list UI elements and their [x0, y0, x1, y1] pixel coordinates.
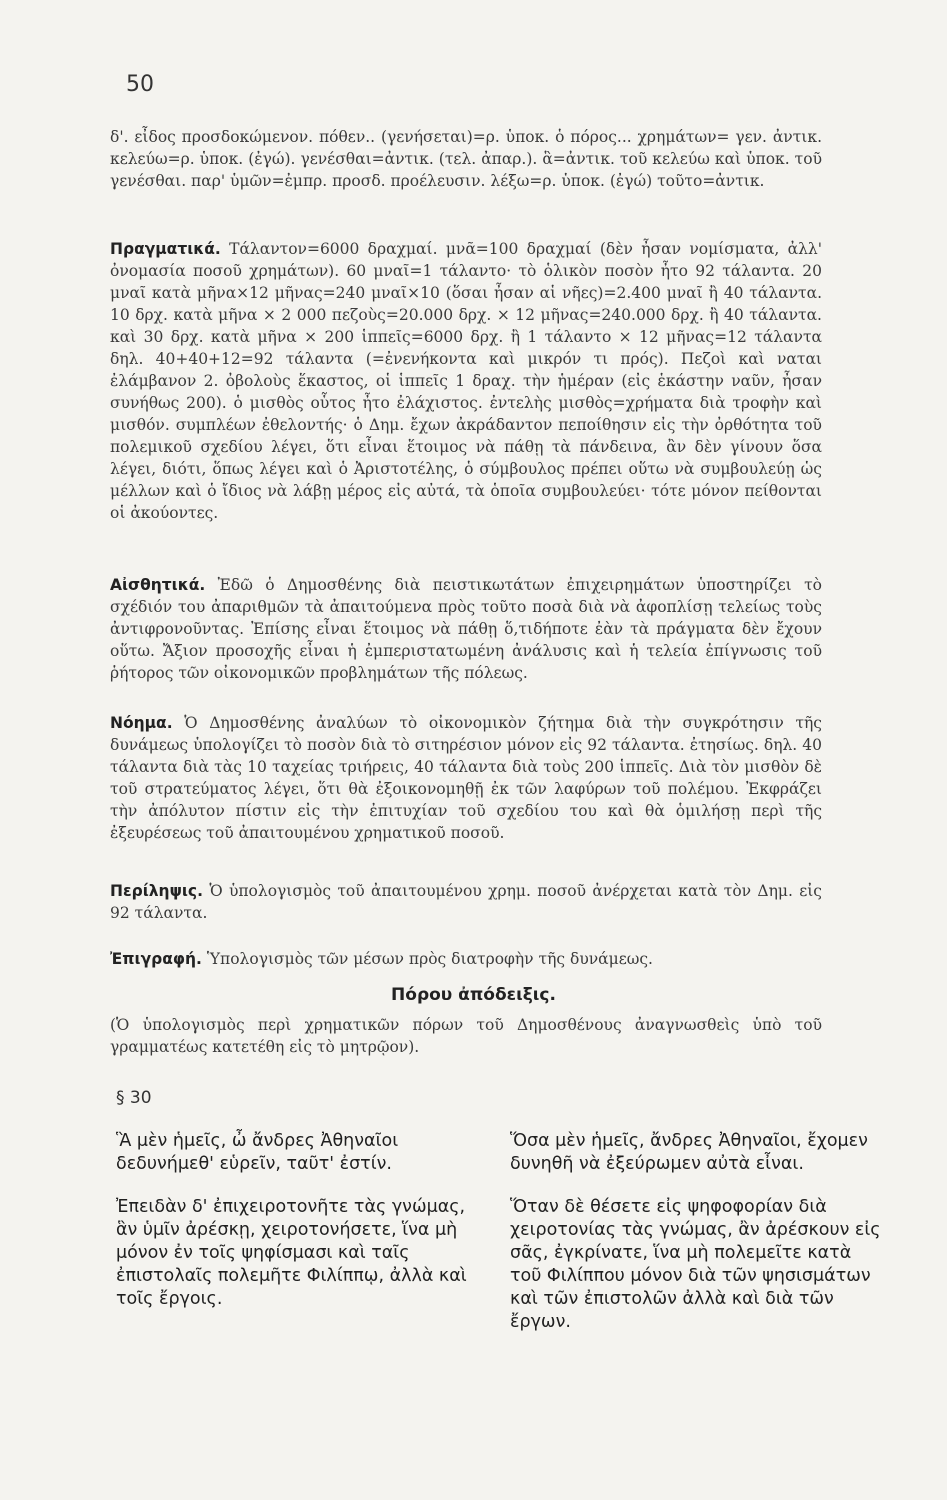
right-column-translation [510, 1130, 882, 1354]
section-text: Ὁ Δημοσθένης ἀναλύων τὸ οἰκονομικὸν ζήτημα διὰ τὴν συγκρότησιν τῆς δυνάμεως ὑπολογίζει τὸ ποσὸν διὰ τὸ σιτηρέσιον μόνον εἰς 92 τάλαντα. ἐτησίως. δηλ. 40 τάλαντα διὰ τὰς 10 ταχείας τριήρεις, 40 τάλαντα διὰ τοὺς 200 ἱππεῖς. Διὰ τὸν μισθὸν δὲ τοῦ στρατεύματος λέγει, ὅτι θὰ ἐξοικονομηθῇ ἐκ τῶν λαφύρων τοῦ πολέμου. Ἐκφράζει τὴν ἀπόλυτον πίστιν εἰς τὴν ἐπιτυχίαν τοῦ σχεδίου του καὶ θὰ ὁμιλήσῃ περὶ τῆς ἐξευρέσεως τοῦ ἀπαιτουμένου χρηματικοῦ ποσοῦ. [110, 714, 822, 842]
section-noima [110, 712, 822, 844]
section-mark: § 30 [116, 1088, 152, 1108]
center-heading: Πόρου ἀπόδειξις. [391, 985, 556, 1005]
section-text: Ὑπολογισμὸς τῶν μέσων πρὸς διατροφὴν τῆς δυνάμεως. [206, 950, 653, 968]
left-paragraph: Ἃ μὲν ἡμεῖς, ὦ ἄνδρες Ἀθηναῖοι δεδυνήμεθ' εὑρεῖν, ταῦτ' ἐστίν. [116, 1131, 399, 1174]
section-label: Νόημα. [110, 714, 173, 732]
section-label: Περίληψις. [110, 882, 203, 900]
section-label: Αἰσθητικά. [110, 576, 206, 594]
right-paragraph: Ὅσα μὲν ἡμεῖς, ἄνδρες Ἀθηναῖοι, ἔχομεν δυνηθῆ νὰ ἐξεύρωμεν αὐτὰ εἶναι. [510, 1131, 868, 1174]
section-label: Πραγματικά. [110, 240, 221, 258]
intro-paragraph: δ'. εἶδος προσδοκώμενον. πόθεν.. (γενήσεται)=ρ. ὑποκ. ὁ πόρος... χρημάτων= γεν. ἀντικ. κελεύω=ρ. ὑποκ. (ἐγώ). γενέσθαι=ἀντικ. (τελ. ἀπαρ.). ἃ=ἀντικ. τοῦ κελεύω καὶ ὑποκ. τοῦ γενέσθαι. παρ' ὑμῶν=ἐμπρ. προσδ. προέλευσιν. λέξω=ρ. ὑποκ. (ἐγώ) τοῦτο=ἀντικ. [110, 128, 822, 190]
section-text: Ἐδῶ ὁ Δημοσθένης διὰ πειστικωτάτων ἐπιχειρημάτων ὑποστηρίζει τὸ σχέδιόν του ἀπαριθμῶν τὰ ἀπαιτούμενα πρὸς τοῦτο ποσὰ διὰ νὰ ἀφοπλίσῃ τελείως τοὺς ἀντιφρονοῦντας. Ἐπίσης εἶναι ἕτοιμος νὰ πάθῃ ὅ,τιδήποτε ἐὰν τὰ πράγματα δὲν ἔχουν οὕτω. Ἄξιον προσοχῆς εἶναι ἡ ἐμπεριστατωμένη ἀνάλυσις καὶ ἡ τελεία ἐπίγνωσις τοῦ ῥήτορος τῶν οἰκονομικῶν προβλημάτων τῆς πόλεως. [110, 576, 822, 682]
page-number: 50 [126, 72, 154, 97]
right-paragraph: Ὅταν δὲ θέσετε εἰς ψηφοφορίαν διὰ χειροτονίας τὰς γνώμας, ἂν ἀρέσκουν εἰς σᾶς, ἐγκρίνατε, ἵνα μὴ πολεμεῖτε κατὰ τοῦ Φιλίππου μόνον διὰ τῶν ψησισμάτων καὶ τῶν ἐπιστολῶν ἀλλὰ καὶ διὰ τῶν ἔργων. [510, 1197, 881, 1332]
section-label: Ἐπιγραφή. [110, 950, 202, 968]
left-paragraph: Ἐπειδὰν δ' ἐπιχειροτονῆτε τὰς γνώμας, ἃν ὑμῖν ἀρέσκῃ, χειροτονήσετε, ἵνα μὴ μόνον ἐν τοῖς ψηφίσμασι καὶ ταῖς ἐπιστολαῖς πολεμῆτε Φιλίππῳ, ἀλλὰ καὶ τοῖς ἔργοις. [116, 1197, 467, 1309]
section-pragmatika [110, 238, 822, 524]
section-aisthitika [110, 574, 822, 684]
section-epigrafi [110, 948, 822, 970]
section-text: Ὁ ὑπολογισμὸς τοῦ ἀπαιτουμένου χρημ. ποσοῦ ἀνέρχεται κατὰ τὸν Δημ. εἰς 92 τάλαντα. [110, 882, 822, 922]
section-text: Τάλαντον=6000 δραχμαί. μνᾶ=100 δραχμαί (δὲν ἦσαν νομίσματα, ἀλλ' ὀνομασία ποσοῦ χρημάτων). 60 μναῖ=1 τάλαντο· τὸ ὁλικὸν ποσὸν ἦτο 92 τάλαντα. 20 μναῖ κατὰ μῆνα×12 μῆνας=240 μναῖ×10 (ὅσαι ἦσαν αἱ νῆες)=2.400 μναῖ ἢ 40 τάλαντα. 10 δρχ. κατὰ μῆνα × 2 000 πεζοὺς=20.000 δρχ. × 12 μῆνας=240.000 δρχ. ἢ 40 τάλαντα. καὶ 30 δρχ. κατὰ μῆνα × 200 ἱππεῖς=6000 δρχ. ἢ 1 τάλαντο × 12 μῆνας=12 τάλαντα δηλ. 40+40+12=92 τάλαντα (=ἐνενήκοντα καὶ μικρόν τι πρός). Πεζοὶ καὶ ναται ἐλάμβανον 2. ὀβολοὺς ἕκαστος, οἱ ἱππεῖς 1 δραχ. τὴν ἡμέραν (εἰς ἑκάστην ναῦν, ἦσαν συνήθως 200). ὁ μισθὸς οὗτος ἦτο ἐλάχιστος. ἐντελὴς μισθὸς=χρήματα διὰ τροφὴν καὶ μισθόν. συμπλέων ἐθελοντής· ὁ Δημ. ἔχων ἀκράδαντον πεποίθησιν εἰς τὴν ὀρθότητα τοῦ πολεμικοῦ σχεδίου λέγει, ὅτι εἶναι ἕτοιμος νὰ πάθῃ τὰ πάνδεινα, ἂν δὲν γίνουν ὅσα λέγει, διότι, ὅπως λέγει καὶ ὁ Ἀριστοτέλης, ὁ σύμβουλος πρέπει οὕτω νὰ συμβουλεύῃ ὡς μέλλων καὶ ὁ ἴδιος νὰ λάβῃ μέρος εἰς αὐτά, τὰ ὁποῖα συμβουλεύει· τότε μόνον πείθονται οἱ ἀκούοντες. [110, 240, 822, 522]
section-perilipsis [110, 880, 822, 924]
left-column-greek [116, 1130, 486, 1331]
center-note: (Ὁ ὑπολογισμὸς περὶ χρηματικῶν πόρων τοῦ Δημοσθένους ἀναγνωσθεὶς ὑπὸ τοῦ γραμματέως κατετέθη εἰς τὸ μητρῷον). [110, 1016, 822, 1056]
